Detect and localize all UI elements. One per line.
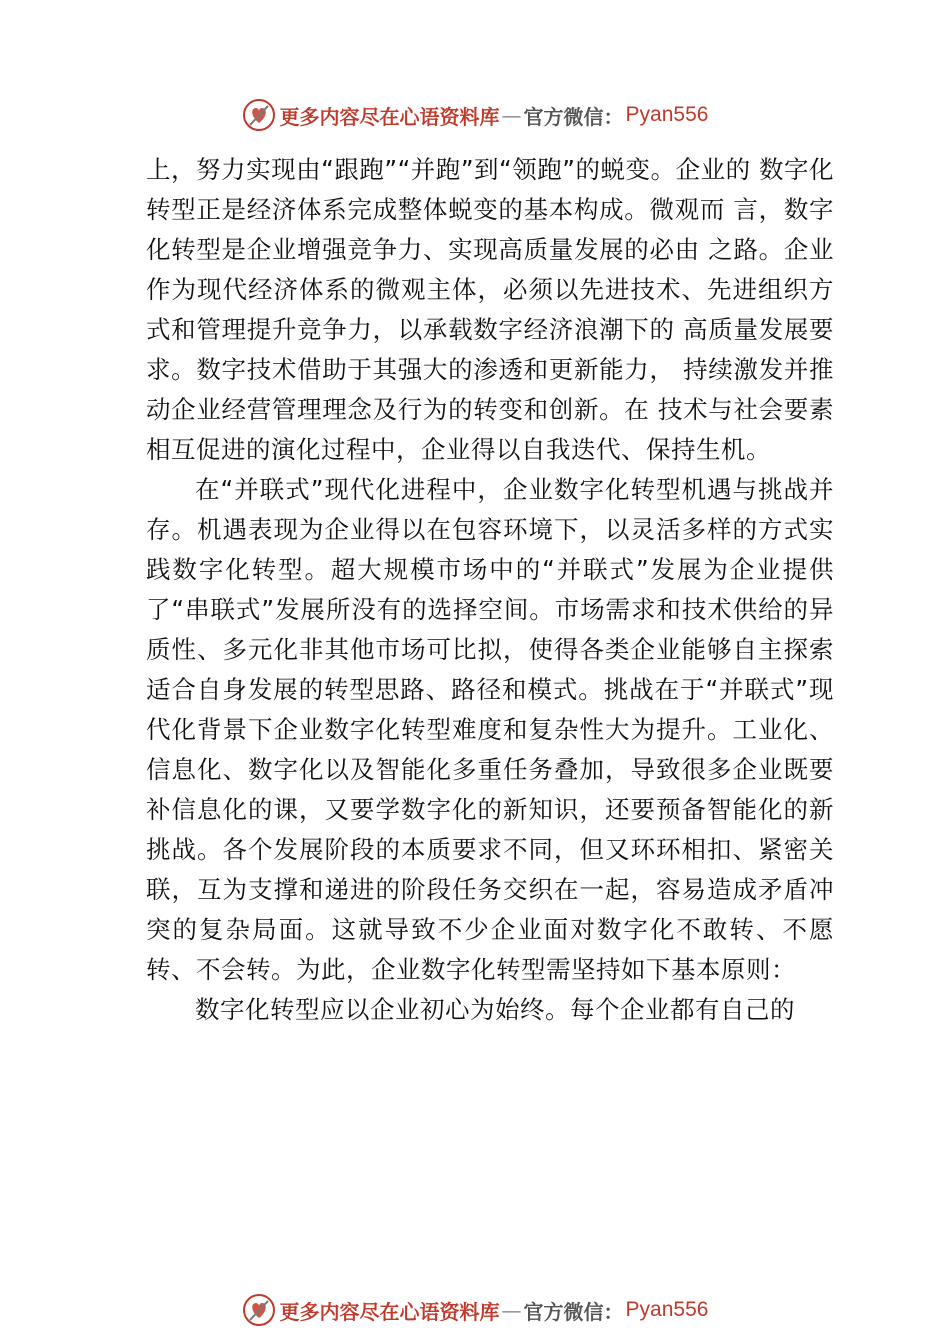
banner-wechat-id: Pyan556 xyxy=(625,103,709,126)
paragraph-3: 数字化转型应以企业初心为始终。每个企业都有自己的 xyxy=(195,995,795,1024)
heart-pen-logo-icon xyxy=(242,1293,276,1327)
banner-suffix-text: 官方微信： xyxy=(523,104,624,129)
banner-main-text: 更多内容尽在心语资料库 xyxy=(279,104,500,129)
paragraph-2: 在“并联式”现代化进程中，企业数字化转型机遇与挑战并存。机遇表现为企业得以在包容环境下，以灵活多样的方式实践数字化转型。超大规模市场中的“并联式”发展为企业提供了“串联式”发展所没有的选择空间。市场需求和技术供给的异质性、多元化非其他市场可比拟，使得各类企业能够自主探索适合自身发展的转型思路、路径和模式。挑战在于“并联式”现代化背景下企业数字化转型难度和复杂性大为提升。工业化、信息化、数字化以及智能化多重任务叠加，导致很多企业既要补信息化的课，又要学数字化的新知识，还要预备智能化的新挑战。各个发展阶段的本质要求不同，但又环环相扣、紧密关联，互为支撑和递进的阶段任务交织在一起，容易造成矛盾冲突的复杂局面。这就导致不少企业面对数字化不敢转、不愿转、不会转。为此，企业数字化转型需坚持如下基本原则： xyxy=(146,475,834,984)
banner-suffix-text: 官方微信： xyxy=(523,1299,624,1324)
banner-dash: — xyxy=(501,1298,522,1322)
heart-pen-logo-icon xyxy=(242,98,276,132)
banner-wechat-id: Pyan556 xyxy=(625,1298,709,1321)
document-body xyxy=(146,150,834,1030)
banner-dash: — xyxy=(501,103,522,127)
banner-main-text: 更多内容尽在心语资料库 xyxy=(279,1299,500,1324)
paragraph-1: 上，努力实现由“跟跑”“并跑”到“领跑”的蜕变。企业的 数字化转型正是经济体系完成整体蜕变的基本构成。微观而 言，数字化转型是企业增强竞争力、实现高质量发展的必由 之路。企业作为现代经济体系的微观主体，必须以先进技术、先进组织方式和管理提升竞争力，以承载数字经济浪潮下的 高质量发展要求。数字技术借助于其强大的渗透和更新能力， 持续激发并推动企业经营管理理念及行为的转变和创新。在 技术与社会要素相互促进的演化过程中，企业得以自我迭代、保持生机。 xyxy=(146,155,834,464)
footer-watermark-banner xyxy=(0,1290,950,1330)
header-watermark-banner xyxy=(0,95,950,135)
